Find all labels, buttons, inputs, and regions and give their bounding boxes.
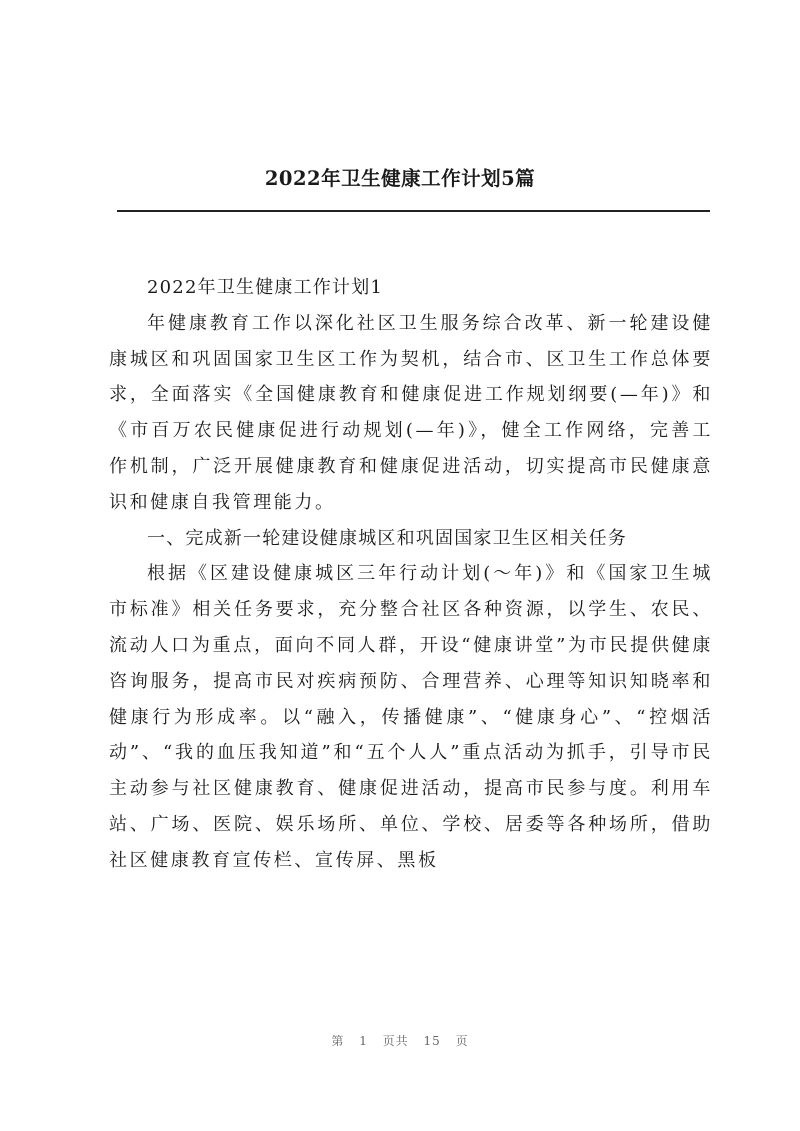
title-divider — [117, 210, 710, 212]
footer-page-label: 第 — [331, 1034, 345, 1048]
footer-page-number: 1 — [359, 1034, 368, 1048]
footer-total-unit: 页 — [455, 1034, 469, 1048]
body-paragraph: 年健康教育工作以深化社区卫生服务综合改革、新一轮建设健康城区和巩固国家卫生区工作为契机，结合市、区卫生工作总体要求，全面落实《全国健康教育和健康促进工作规划纲要(—年)》和《市百万农民健康促进行动规划(—年)》，健全工作网络，完善工作机制，广泛开展健康教育和健康促进活动，切实提高市民健康意识和健康自我管理能力。 — [109, 312, 713, 513]
document-title: 2022年卫生健康工作计划5篇 — [264, 167, 536, 190]
document-body — [109, 270, 713, 879]
footer-page-unit: 页共 — [382, 1034, 409, 1048]
footer-total-pages: 15 — [423, 1034, 441, 1048]
section-heading: 2022年卫生健康工作计划1 — [147, 277, 384, 298]
subsection-heading: 一、完成新一轮建设健康城区和巩固国家卫生区相关任务 — [147, 527, 627, 549]
page-footer — [0, 1032, 800, 1049]
body-paragraph: 根据《区建设健康城区三年行动计划(～年)》和《国家卫生城市标准》相关任务要求，充分整合社区各种资源，以学生、农民、流动人口为重点，面向不同人群，开设“健康讲堂”为市民提供健康咨询服务，提高市民对疾病预防、合理营养、心理等知识知晓率和健康行为形成率。以“融入，传播健康”、“健康身心”、“控烟活动”、“我的血压我知道”和“五个人人”重点活动为抓手，引导市民主动参与社区健康教育、健康促进活动，提高市民参与度。利用车站、广场、医院、娱乐场所、单位、学校、居委等各种场所，借助社区健康教育宣传栏、宣传屏、黑板 — [109, 563, 713, 871]
